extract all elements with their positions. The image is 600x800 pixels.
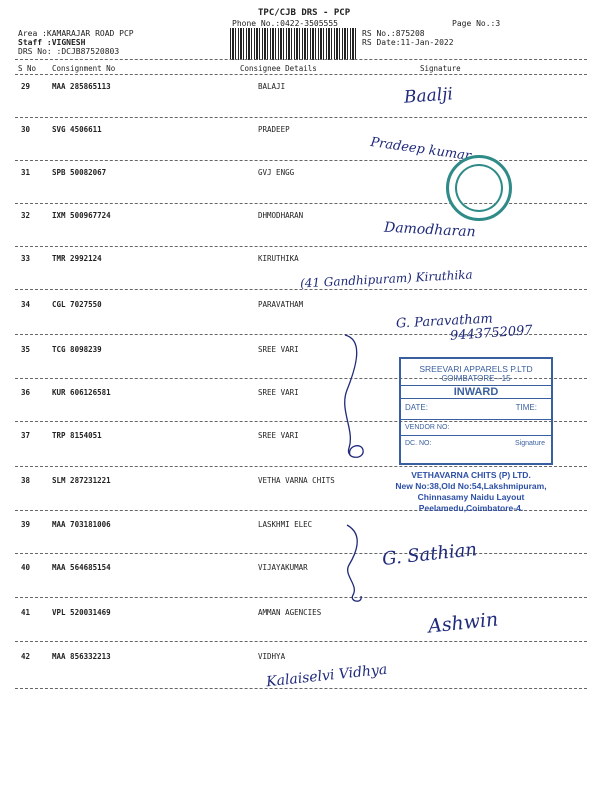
signature-34: G. Paravatham (395, 311, 494, 332)
stamp-line1: SREEVARI APPARELS P.LTD (419, 364, 533, 374)
row-consignee: SREE VARI (258, 388, 299, 397)
row-sno: 34 (21, 300, 31, 309)
row-sno: 35 (21, 345, 31, 354)
row-sno: 38 (21, 476, 31, 485)
row-sno: 37 (21, 431, 31, 440)
signature-33: (41 Gandhipuram) Kiruthika (299, 267, 473, 291)
col-consignment: Consignment No (52, 64, 116, 73)
vetha-line2: New No:38,Old No:54,Lakshmipuram, (395, 481, 547, 491)
rs-number: RS No.:875208 (362, 29, 425, 38)
vetha-line1: VETHAVARNA CHITS (P) LTD. (411, 470, 531, 480)
row-consignment: KUR 606126581 (52, 388, 111, 397)
row-consignee: AMMAN AGENCIES (258, 608, 322, 617)
row-consignee: LASKHMI ELEC (258, 520, 313, 529)
row-consignment: MAA 856332213 (52, 652, 111, 661)
stamp-vendor-label: VENDOR NO: (401, 419, 551, 435)
row-sno: 40 (21, 563, 31, 572)
table-row (0, 520, 600, 534)
row-consignment: MAA 703181006 (52, 520, 111, 529)
sreevari-inward-stamp (399, 357, 553, 465)
row-sno: 36 (21, 388, 31, 397)
row-consignee: KIRUTHIKA (258, 254, 299, 263)
table-row (0, 211, 600, 225)
row-consignee: VETHA VARNA CHITS (258, 476, 335, 485)
table-row (0, 300, 600, 314)
row-consignment: VPL 520031469 (52, 608, 111, 617)
stamp-date-row (401, 401, 551, 419)
row-consignee: VIJAYAKUMAR (258, 563, 308, 572)
row-divider (15, 553, 587, 554)
row-sno: 41 (21, 608, 31, 617)
divider (15, 74, 587, 75)
stamp-time-label: TIME: (515, 403, 537, 412)
table-row (0, 563, 600, 577)
stamp-date-label: DATE: (405, 403, 428, 412)
row-consignment: SLM 287231221 (52, 476, 111, 485)
staff-label: Staff :VIGNESH (18, 38, 86, 47)
stamp-inward: INWARD (401, 385, 551, 399)
row-consignment: MAA 564685154 (52, 563, 111, 572)
vetha-line4: Peelamedu,Coimbatore-4. (418, 503, 524, 513)
row-sno: 31 (21, 168, 31, 177)
rs-date: RS Date:11-Jan-2022 (362, 38, 454, 47)
signature-40: G. Sathian (381, 539, 478, 570)
row-sno: 39 (21, 520, 31, 529)
row-consignee: VIDHYA (258, 652, 286, 661)
stamp-dc-row (401, 435, 551, 451)
signature-32: Damodharan (383, 219, 477, 241)
signature-42: Kalaiselvi Vidhya (265, 661, 388, 691)
row-sno: 32 (21, 211, 31, 220)
page-number: Page No.:3 (452, 19, 501, 28)
signature-41: Ashwin (427, 608, 500, 638)
row-consignment: MAA 285865113 (52, 82, 111, 91)
signature-29: Baalji (403, 84, 454, 108)
table-row (0, 254, 600, 268)
table-row (0, 608, 600, 622)
row-divider (15, 466, 587, 467)
row-consignment: TCG 8098239 (52, 345, 102, 354)
divider (15, 59, 587, 60)
phone-number: Phone No.:0422-3505555 (232, 19, 338, 28)
row-consignment: IXM 500967724 (52, 211, 111, 220)
row-consignee: PRADEEP (258, 125, 290, 134)
row-consignee: SREE VARI (258, 431, 299, 440)
row-divider (15, 597, 587, 598)
document-title: TPC/CJB DRS - PCP (258, 8, 351, 18)
row-sno: 30 (21, 125, 31, 134)
row-consignment: CGL 7027550 (52, 300, 102, 309)
row-divider (15, 641, 587, 642)
signature-30: Pradeep kumar (369, 135, 472, 164)
table-row (0, 82, 600, 96)
row-sno: 33 (21, 254, 31, 263)
row-consignment: TRP 8154051 (52, 431, 102, 440)
row-consignee: DHMODHARAN (258, 211, 304, 220)
row-sno: 42 (21, 652, 31, 661)
area-label: Area :KAMARAJAR ROAD PCP (18, 29, 134, 38)
signature-34-phone: 9443752097 (449, 323, 534, 344)
col-sno: S No (18, 64, 37, 73)
bracket-scribble-icon (335, 520, 385, 610)
col-consignee: Consignee Details (240, 64, 317, 73)
row-consignment: SPB 50082067 (52, 168, 107, 177)
row-consignee: SREE VARI (258, 345, 299, 354)
company-seal-icon (446, 155, 512, 221)
row-divider (15, 246, 587, 247)
row-divider (15, 688, 587, 689)
table-row (0, 652, 600, 666)
row-consignee: GVJ ENGG (258, 168, 295, 177)
row-divider (15, 160, 587, 161)
bracket-scribble-icon (325, 330, 375, 470)
row-consignee: PARAVATHAM (258, 300, 304, 309)
row-consignment: SVG 4506611 (52, 125, 102, 134)
row-sno: 29 (21, 82, 31, 91)
row-consignment: TMR 2992124 (52, 254, 102, 263)
stamp-line2: COIMBATORE - 15 (441, 374, 511, 383)
table-row (0, 125, 600, 139)
stamp-dc-label: DC. NO: (405, 440, 432, 447)
vetha-line3: Chinnasamy Naidu Layout (417, 492, 525, 502)
col-signature: Signature (420, 64, 461, 73)
barcode (230, 28, 358, 60)
vetha-varna-stamp (386, 470, 556, 514)
drs-number: DRS No: :DCJB87520803 (18, 47, 120, 56)
row-divider (15, 117, 587, 118)
stamp-sig-label: Signature (515, 440, 545, 447)
row-consignee: BALAJI (258, 82, 286, 91)
